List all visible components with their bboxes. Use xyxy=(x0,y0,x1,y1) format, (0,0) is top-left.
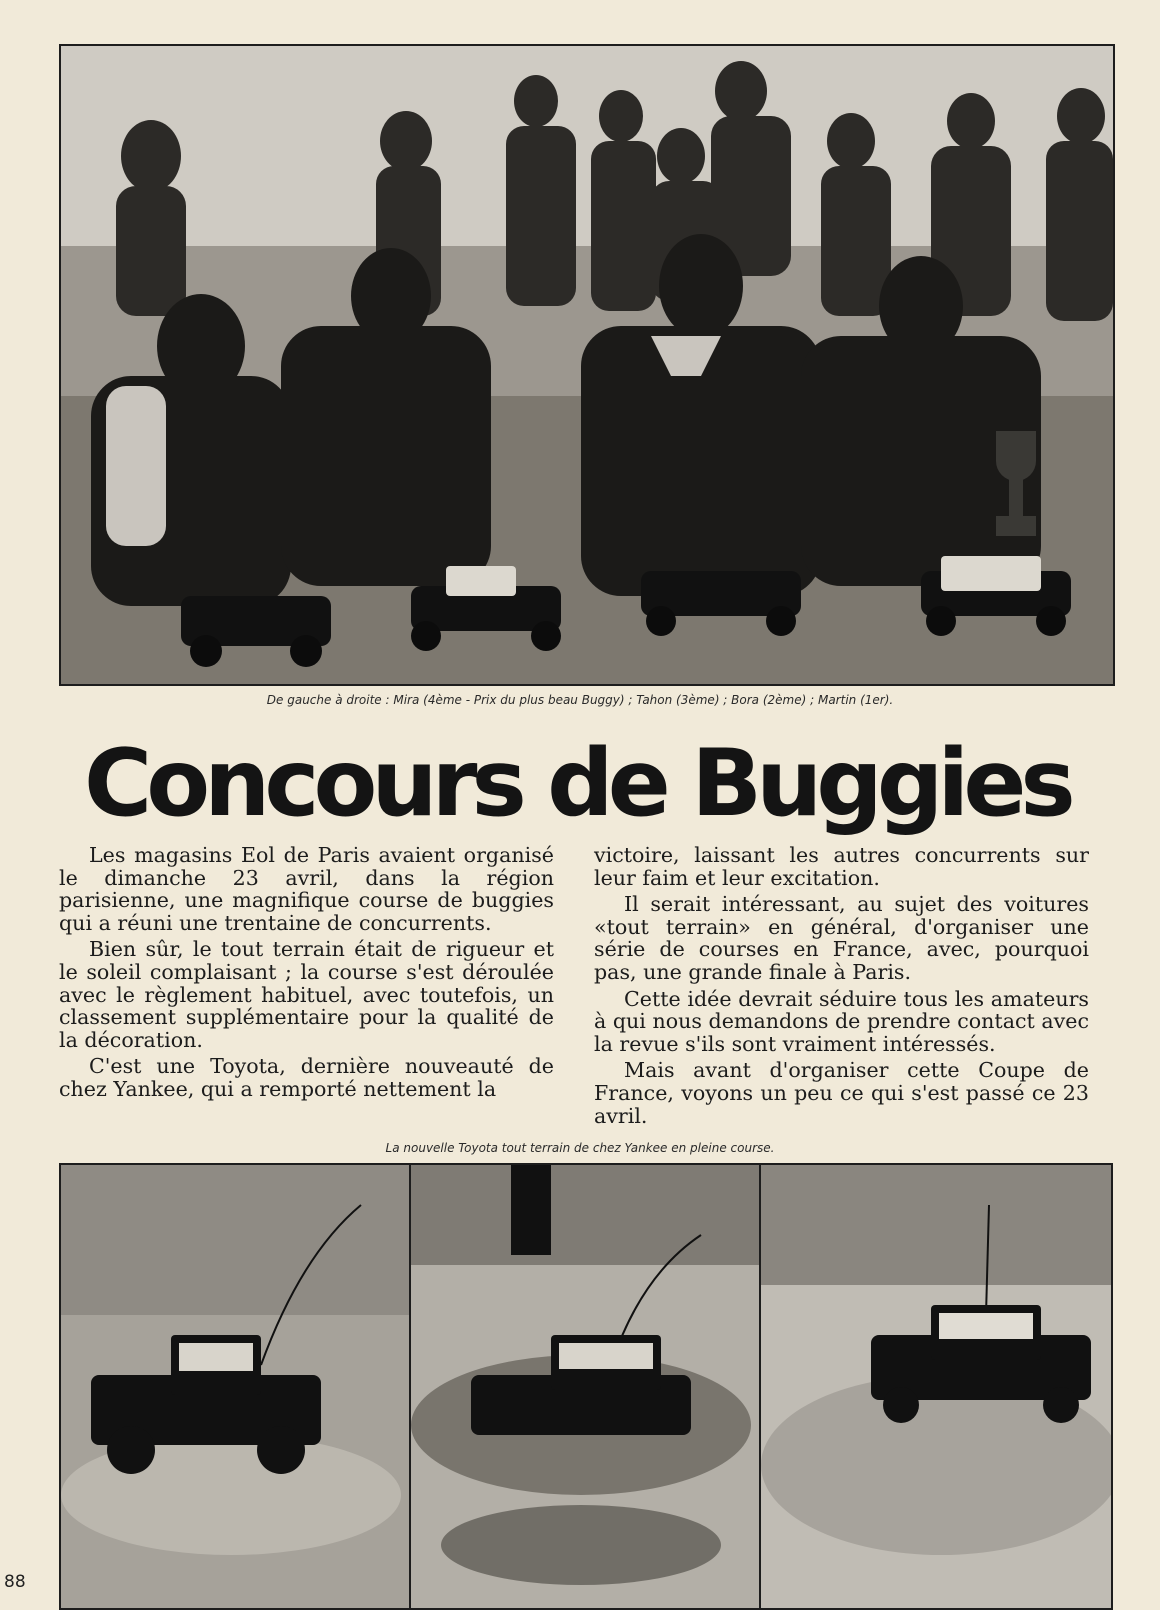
race-sequence-caption: La nouvelle Toyota tout terrain de chez Yankee en pleine course. xyxy=(385,1141,775,1155)
paragraph: Les magasins Eol de Paris avaient organisé le dimanche 23 avril, dans la région parisienne, une magnifique course de buggies qui a réuni une trentaine de concurrents. xyxy=(59,843,554,935)
race-photo-2-illustration xyxy=(411,1165,759,1608)
paragraph: Bien sûr, le tout terrain était de rigueur et le soleil complaisant ; la course s'est déroulée avec le règlement habituel, avec toutefois, un classement supplémentaire pour la qualité de la décoration. xyxy=(59,937,554,1052)
article-column-left xyxy=(59,844,554,1105)
article-title: Concours de Buggies xyxy=(84,729,1070,837)
page-number: 88 xyxy=(4,1572,26,1592)
race-photo-1-illustration xyxy=(61,1165,409,1608)
article-column-right xyxy=(594,844,1089,1131)
race-photo-1 xyxy=(59,1163,411,1610)
race-photo-3-illustration xyxy=(761,1165,1111,1608)
paragraph: Cette idée devrait séduire tous les amateurs à qui nous demandons de prendre contact avec la revue s'ils sont vraiment intéressés. xyxy=(594,986,1089,1056)
contestants-photo-illustration xyxy=(61,46,1113,684)
race-photo-2 xyxy=(409,1163,761,1610)
race-photo-3 xyxy=(759,1163,1113,1610)
contestants-photo xyxy=(59,44,1115,686)
contestants-photo-caption: De gauche à droite : Mira (4ème - Prix du plus beau Buggy) ; Tahon (3ème) ; Bora (2ème) ; Martin (1er). xyxy=(266,693,894,707)
paragraph: Mais avant d'organiser cette Coupe de France, voyons un peu ce qui s'est passé ce 23 avril. xyxy=(594,1058,1089,1128)
paragraph: C'est une Toyota, dernière nouveauté de chez Yankee, qui a remporté nettement la xyxy=(59,1054,554,1101)
paragraph: Il serait intéressant, au sujet des voitures «tout terrain» en général, d'organiser une série de courses en France, avec, pourquoi pas, une grande finale à Paris. xyxy=(594,892,1089,984)
paragraph: victoire, laissant les autres concurrents sur leur faim et leur excitation. xyxy=(594,843,1089,890)
